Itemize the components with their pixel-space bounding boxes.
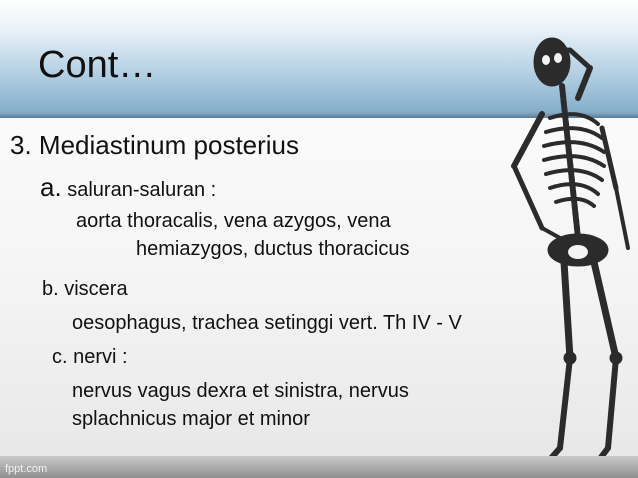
item-a-label: saluran-saluran : xyxy=(61,179,217,201)
item-b-heading: b. viscera xyxy=(42,278,128,300)
item-c-line1: nervus vagus dexra et sinistra, nervus xyxy=(72,380,409,402)
slide-title: Cont… xyxy=(38,44,157,86)
item-c-line2: splachnicus major et minor xyxy=(72,408,310,430)
item-a-marker: a. xyxy=(40,172,62,202)
section-heading: 3. Mediastinum posterius xyxy=(10,130,300,160)
skeleton-icon xyxy=(480,28,638,468)
item-a-line1: aorta thoracalis, vena azygos, vena xyxy=(76,210,391,232)
item-a-heading xyxy=(40,172,216,203)
item-a-line2: hemiazygos, ductus thoracicus xyxy=(136,238,410,260)
footer-watermark: fppt.com xyxy=(5,463,48,475)
footer-bar xyxy=(0,456,638,478)
item-b-line1: oesophagus, trachea setinggi vert. Th IV - V xyxy=(72,312,462,334)
item-c-heading: c. nervi : xyxy=(52,346,128,368)
